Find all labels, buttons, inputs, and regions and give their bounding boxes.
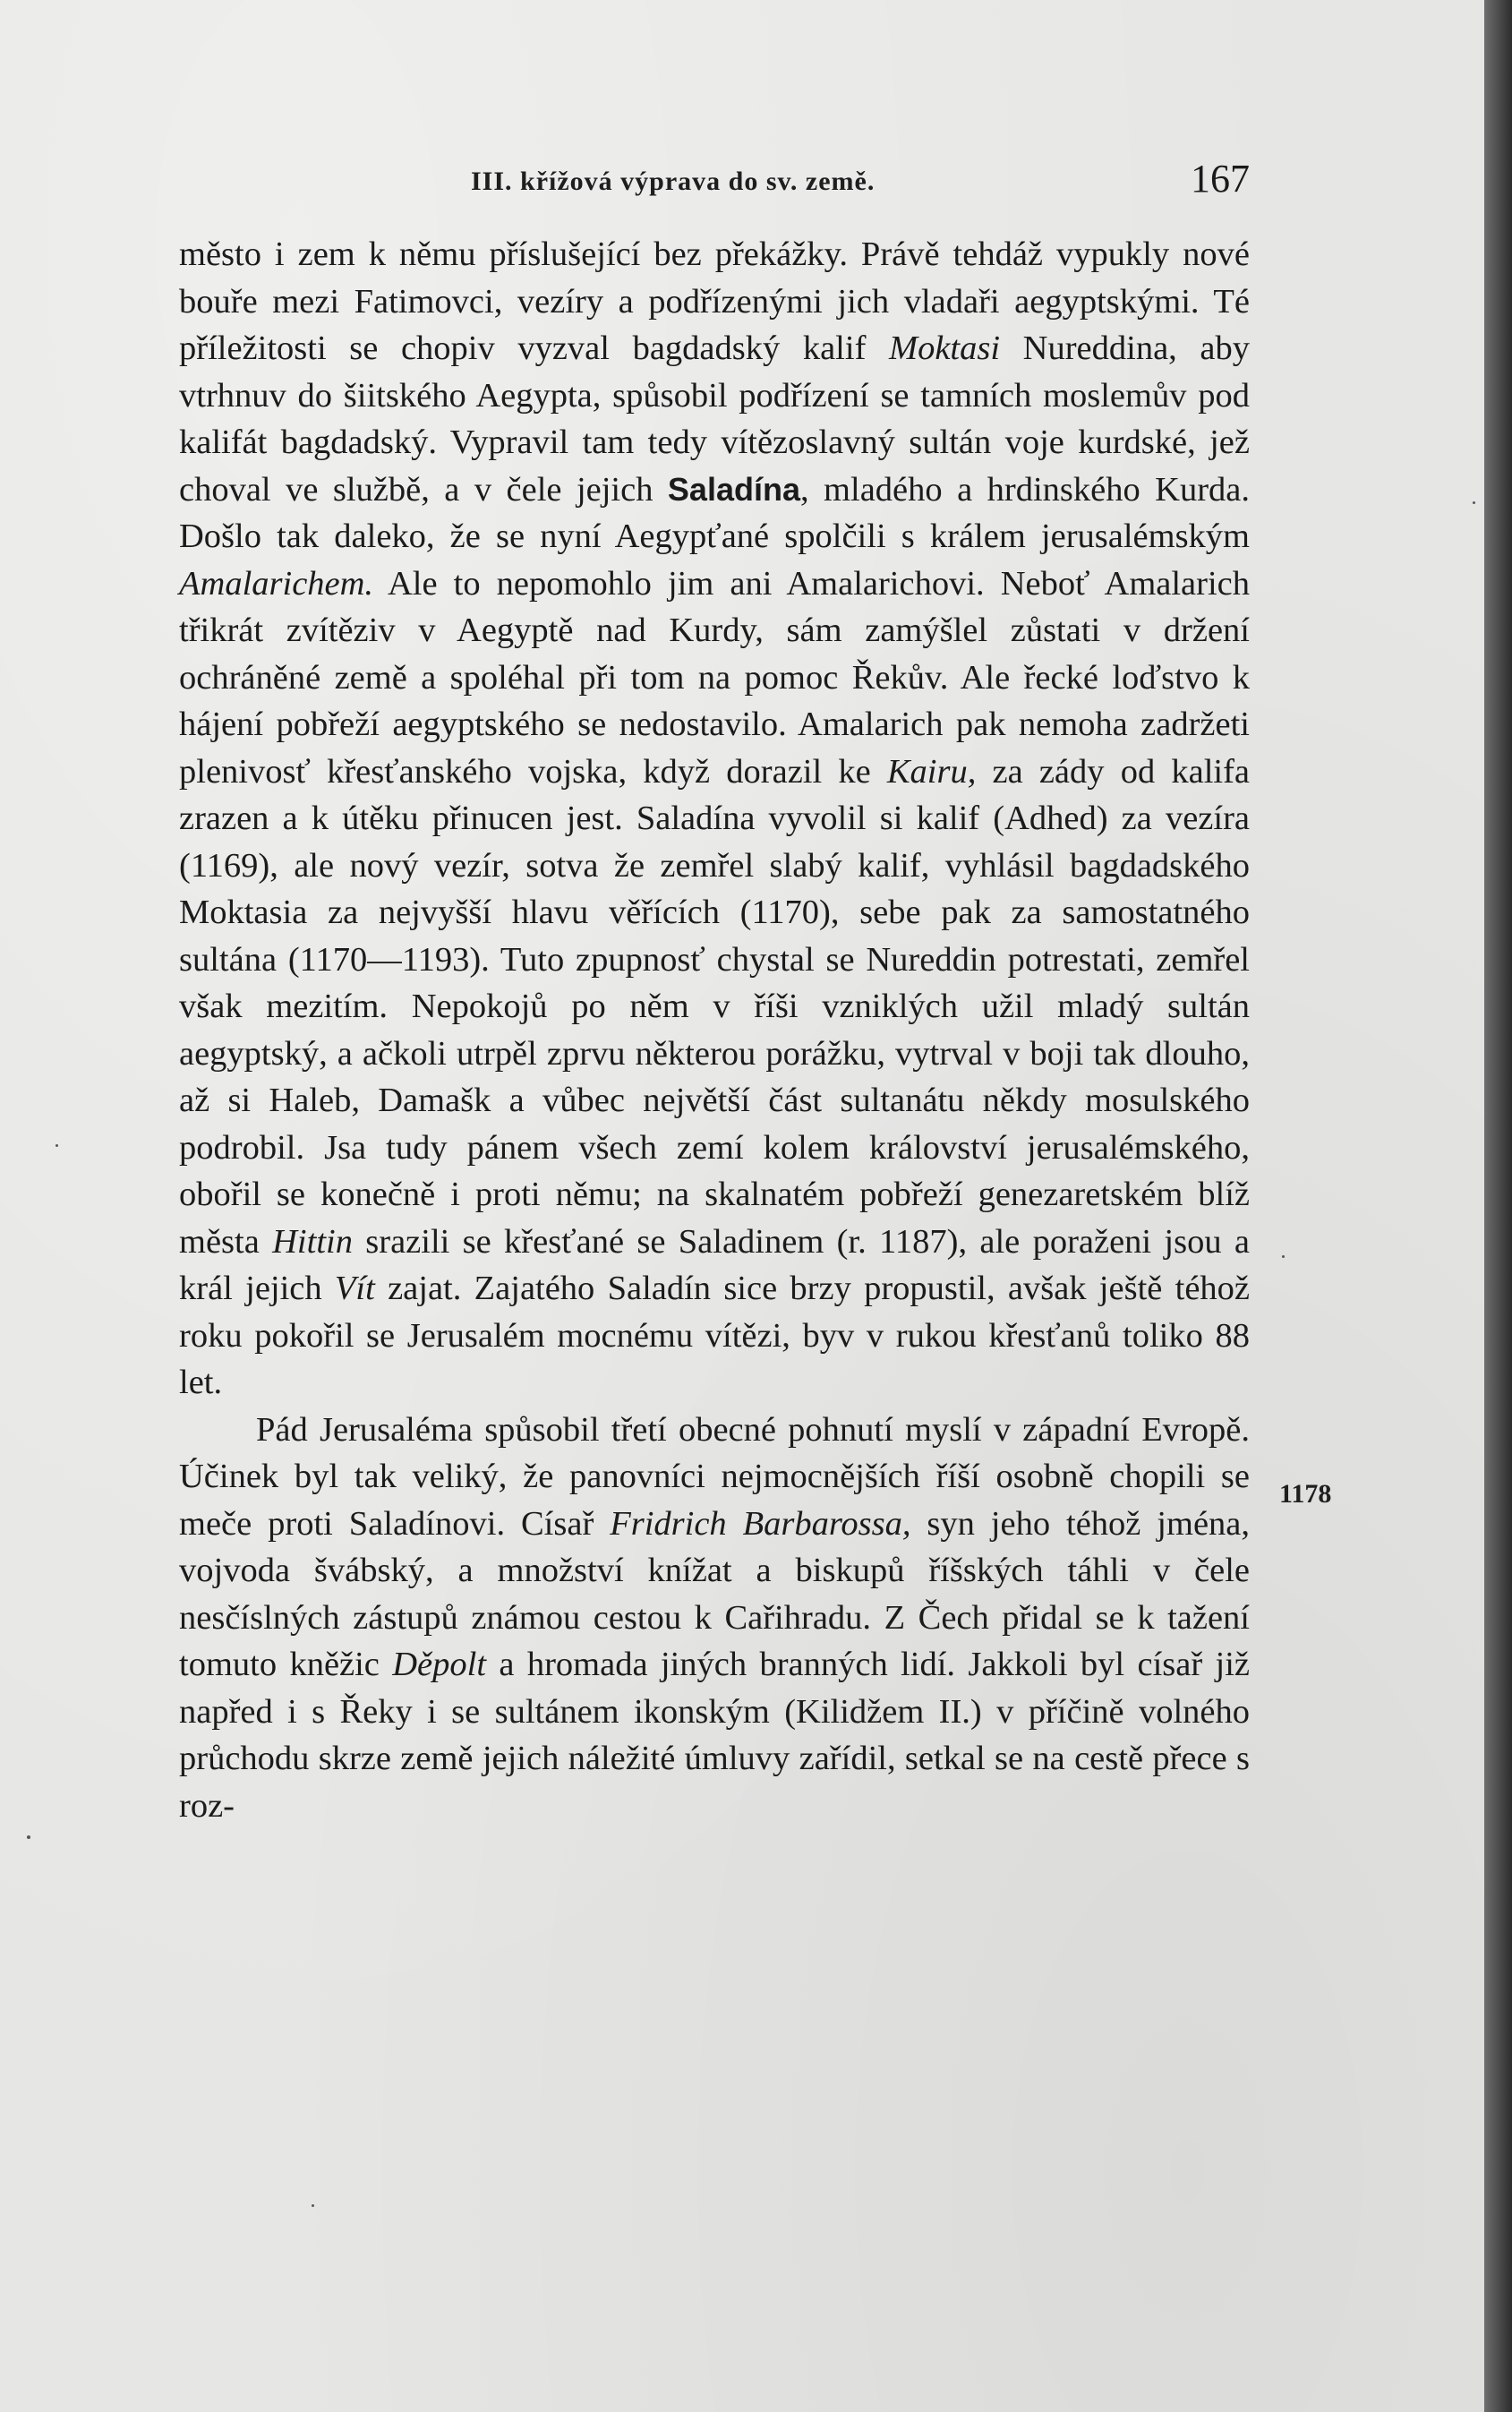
running-head: III. křížová výprava do sv. země. [471,167,876,196]
text-segment: srazili se křesťané se Saladinem (r. 1187), ale poraženi jsou a král jejich [179,1222,1250,1307]
text-segment: , mladého a hrdinského Kurda. Došlo tak daleko, že se nyní Aegypťané spolčili s králem jerusalémským [179,470,1250,555]
bold-term: Saladína [667,470,800,508]
text-segment: zajat. Zajatého Saladín sice brzy propustil, avšak ještě téhož roku pokořil se Jerusalém mocnému vítězi, byv v rukou křesťanů toliko 88 let. [179,1270,1250,1401]
text-segment: Nureddina, aby vtrhnuv do šiitského Aegypta, spůsobil podřízení se tamních moslemův pod kalifát bagdadský. Vypravil tam tedy vítězoslavný sultán voje kurdské, jež choval ve službě, a v čele jejich [179,329,1250,509]
text-segment: syn jeho téhož jména, vojvoda švábský, a množství knížat a biskupů říšských táhli v čele nesčíslných zástupů známou cestou k Cařihradu. Z Čech přidal se k tažení tomuto kněžic [179,1504,1250,1683]
paragraph-2 [179,1407,1250,1830]
body-text [179,231,1250,1829]
text-segment: město i zem k němu příslušející bez překážky. Právě tehdáž vypukly nové bouře mezi Fatimovci, vezíry a podřízenými jich vladaři aegyptskými. Té příležitosti se chopiv vyzval bagdadský kalif [179,235,1250,367]
dust-speck [312,2204,314,2207]
page-edge-shadow [1484,0,1512,2412]
italic-term: Moktasi [889,329,1001,367]
page-header [179,154,1250,208]
dust-speck [56,1144,58,1147]
text-segment: Pád Jerusaléma spůsobil třetí obecné pohnutí myslí v západní Evropě. Účinek byl tak veliký, že panovníci nejmocnějších říší osobně chopili se meče proti Saladínovi. Císař [179,1410,1250,1543]
dust-speck [27,1835,30,1839]
dust-speck [1473,501,1475,504]
text-segment: a hromada jiných branných lidí. Jakkoli byl císař již napřed i s Řeky i se sultánem ikonským (Kilidžem II.) v příčině volného průchodu skrze země jejich náležité úmluvy zařídil, setkal se na cestě přece s roz- [179,1646,1250,1825]
italic-term: Kairu, [886,752,977,791]
text-segment: Ale to nepomohlo jim ani Amalarichovi. Neboť Amalarich třikrát zvítěziv v Aegyptě nad Kurdy, sám zamýšlel zůstati v držení ochráněné země a spoléhal při tom na pomoc Řekův. Ale řecké loďstvo k hájení pobřeží aegyptského se nedostavilo. Amalarich pak nemoha zadržeti plenivosť křesťanského vojska, když dorazil ke [179,564,1250,791]
margin-year-note: 1178 [1279,1479,1332,1509]
dust-speck [1282,1255,1285,1258]
italic-term: Amalarichem. [179,564,374,603]
page-number: 167 [1191,157,1250,201]
italic-term: Hittin [272,1222,353,1261]
italic-term: Děpolt [392,1646,487,1683]
italic-term: Vít [334,1270,375,1307]
italic-term: Fridrich Barbarossa, [610,1504,911,1543]
text-segment: za zády od kalifa zrazen a k útěku přinucen jest. Saladína vyvolil si kalif (Adhed) za vezíra (1169), ale nový vezír, sotva že zemřel slabý kalif, vyhlásil bagdadského Moktasia za nejvyšší hlavu věřících (1170), sebe pak za samostatného sultána (1170—1193). Tuto zpupnosť chystal se Nureddin potrestati, zemřel však mezitím. Nepokojů po něm v říši vzniklých užil mladý sultán aegyptský, a ačkoli utrpěl zprvu některou porážku, vytrval v boji tak dlouho, až si Haleb, Damašk a vůbec největší část sultanátu někdy mosulského podrobil. Jsa tudy pánem všech zemí kolem království jerusalémského, obořil se konečně i proti němu; na skalnatém pobřeží genezaretském blíž města [179,752,1250,1261]
paragraph-1 [179,231,1250,1407]
